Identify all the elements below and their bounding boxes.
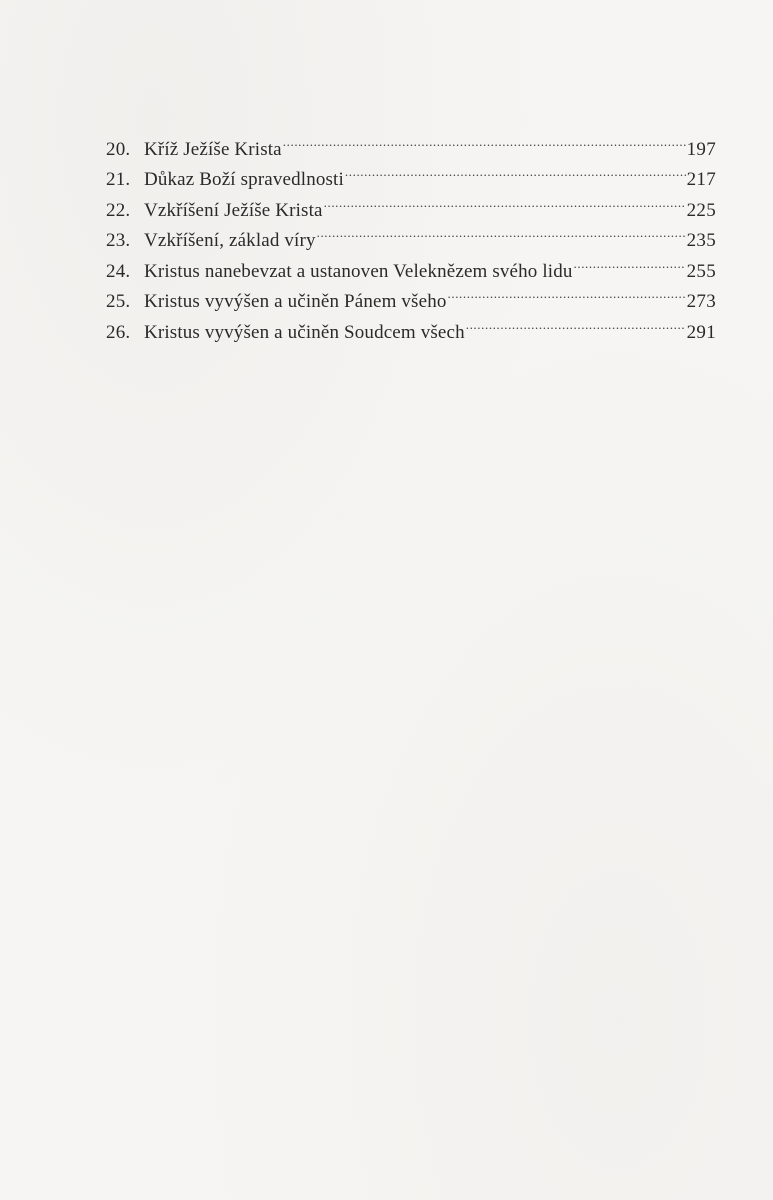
- chapter-number: 24.: [106, 260, 131, 282]
- page-number: 197: [686, 138, 716, 160]
- page-number: 225: [686, 199, 716, 221]
- chapter-title: Kristus vyvýšen a učiněn Soudcem všech: [144, 321, 465, 343]
- chapter-number: 21.: [106, 169, 131, 190]
- dot-leader: [448, 277, 686, 308]
- dot-leader: [574, 246, 686, 277]
- page-number: 235: [686, 230, 716, 251]
- page-number: 291: [686, 321, 716, 343]
- chapter-number: 26.: [106, 321, 131, 343]
- chapter-number: 22.: [106, 199, 131, 221]
- toc-entry-20: [106, 124, 716, 160]
- chapter-title: Kristus nanebevzat a ustanoven Veleknězem svého lidu: [144, 260, 573, 282]
- chapter-number: 25.: [106, 291, 131, 312]
- chapter-title: Důkaz Boží spravedlnosti: [144, 169, 344, 190]
- page-number: 217: [686, 169, 716, 190]
- chapter-number: 23.: [106, 230, 131, 251]
- dot-leader: [324, 185, 686, 216]
- page-number: 273: [686, 291, 716, 312]
- chapter-title: Kristus vyvýšen a učiněn Pánem všeho: [144, 291, 447, 312]
- dot-leader: [317, 216, 686, 247]
- dot-leader: [466, 307, 686, 338]
- table-of-contents: [106, 124, 716, 343]
- chapter-title: Vzkříšení Ježíše Krista: [144, 199, 323, 221]
- page-number: 255: [686, 260, 716, 282]
- dot-leader: [345, 155, 686, 186]
- chapter-title: Kříž Ježíše Krista: [144, 138, 282, 160]
- chapter-number: 20.: [106, 138, 131, 160]
- dot-leader: [283, 124, 686, 155]
- chapter-title: Vzkříšení, základ víry: [144, 230, 316, 251]
